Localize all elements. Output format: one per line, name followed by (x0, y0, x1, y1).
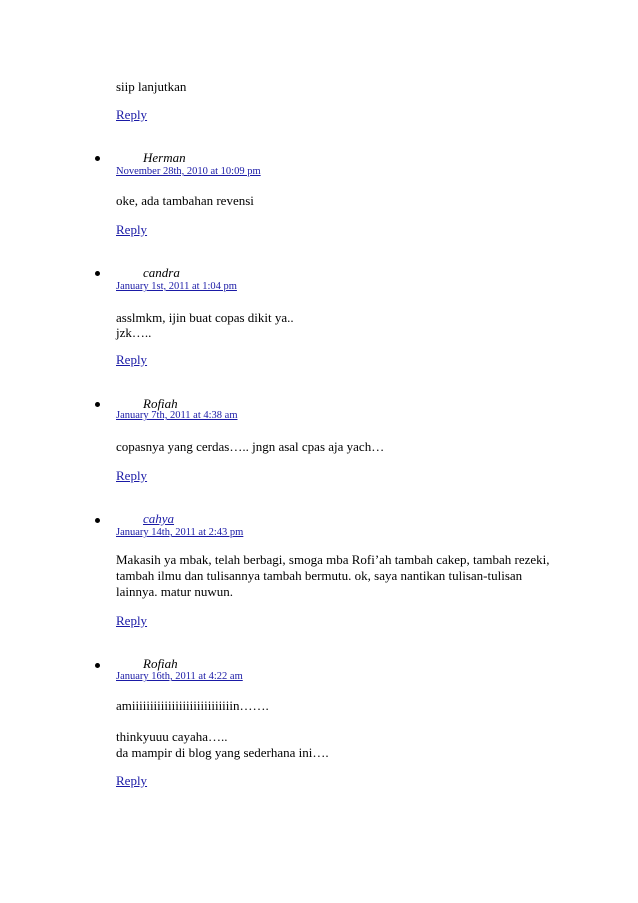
comment-text-line: da mampir di blog yang sederhana ini…. (116, 745, 329, 760)
comment-date-link[interactable]: January 14th, 2011 at 2:43 pm (116, 527, 244, 538)
comment-author: Rofiah (143, 656, 178, 671)
comment-date-link[interactable]: January 16th, 2011 at 4:22 am (116, 671, 243, 682)
reply-link[interactable]: Reply (116, 468, 148, 483)
comment-date-link[interactable]: January 1st, 2011 at 1:04 pm (116, 281, 237, 292)
comment-text: siip lanjutkan (116, 79, 187, 94)
reply-link[interactable]: Reply (116, 107, 148, 122)
comment-text-line: asslmkm, ijin buat copas dikit ya.. (116, 310, 294, 325)
list-bullet (95, 156, 100, 161)
comment-date-link[interactable]: November 28th, 2010 at 10:09 pm (116, 166, 261, 177)
comment-text-line: oke, ada tambahan revensi (116, 193, 254, 208)
comment-text-line: tambah ilmu dan tulisannya tambah bermutu. ok, saya nantikan tulisan-tulisan (116, 568, 523, 583)
list-bullet (95, 663, 100, 668)
comment-text-line: thinkyuuu cayaha….. (116, 729, 228, 744)
comment-author: Rofiah (143, 396, 178, 411)
reply-link[interactable]: Reply (116, 222, 148, 237)
comment-text-line: jzk….. (116, 325, 152, 340)
comment-author: candra (143, 265, 180, 280)
reply-link[interactable]: Reply (116, 613, 148, 628)
comment-author: Herman (143, 150, 186, 165)
comment-author-link[interactable]: cahya (143, 511, 175, 526)
list-bullet (95, 402, 100, 407)
reply-link[interactable]: Reply (116, 773, 148, 788)
list-bullet (95, 271, 100, 276)
comment-text-line: amiiiiiiiiiiiiiiiiiiiiiiiiiiiin……. (116, 698, 269, 713)
comment-date-link[interactable]: January 7th, 2011 at 4:38 am (116, 410, 238, 421)
comment-text-line: Makasih ya mbak, telah berbagi, smoga mba Rofi’ah tambah cakep, tambah rezeki, (116, 552, 550, 567)
comment-text-line: copasnya yang cerdas….. jngn asal cpas aja yach… (116, 439, 385, 454)
reply-link[interactable]: Reply (116, 352, 148, 367)
comment-text-line: lainnya. matur nuwun. (116, 584, 233, 599)
list-bullet (95, 518, 100, 523)
